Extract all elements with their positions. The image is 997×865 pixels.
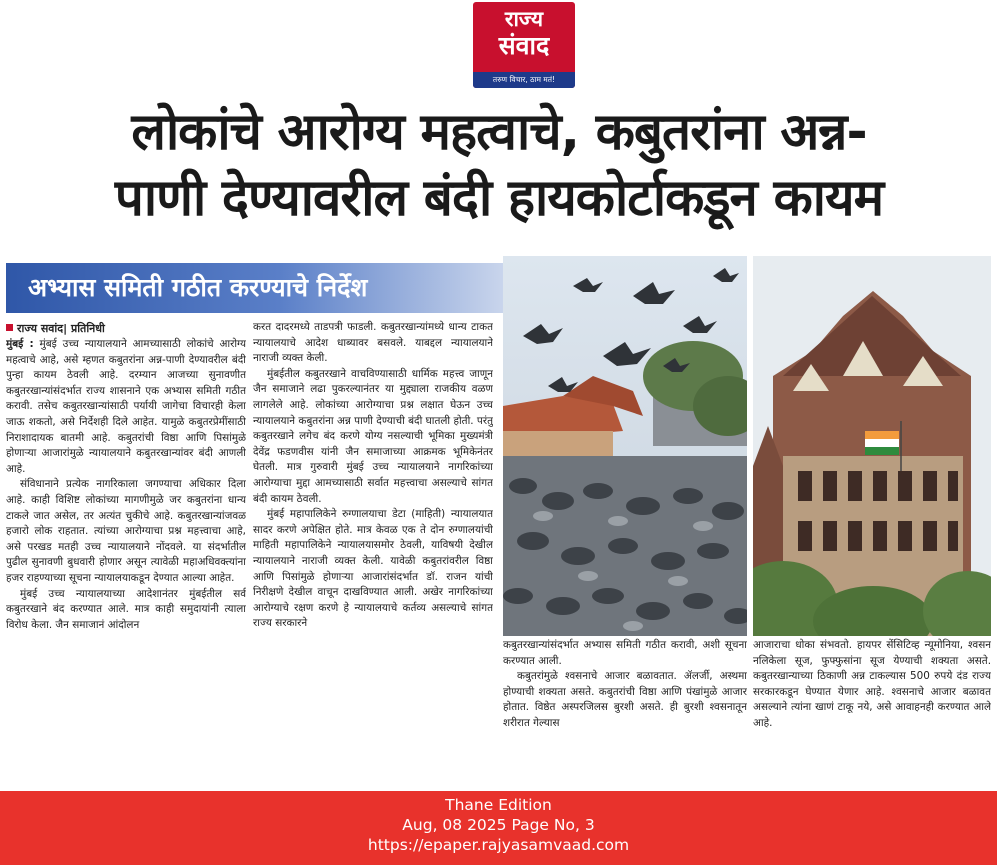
headline-line-1: लोकांचे आरोग्य महत्वाचे, कबुतरांना अन्न- <box>131 103 867 162</box>
edition-footer <box>0 791 997 865</box>
logo-tagline: तरुण विचार, ठाम मतं! <box>473 72 575 88</box>
paragraph <box>6 337 246 477</box>
edition-date-page: Aug, 08 2025 Page No, 3 <box>402 816 595 834</box>
headline <box>4 100 994 232</box>
paragraph: कबुतरखान्यांसंदर्भात अभ्यास समिती गठीत करावी, अशी सूचना करण्यात आली. <box>503 639 747 667</box>
logo-top-text: राज्य <box>504 7 544 31</box>
byline-text: राज्य सवांद| प्रतिनिधी <box>17 322 105 335</box>
paragraph: मुंबईतील कबुतरखाने वाचविण्यासाठी धार्मिक महत्त्व जाणून जैन समाजाने लढा पुकरल्यानंतर या मुद्द्याला राजकीय वळण लागलेले आहे. लोकांच्या आरोग्याचा प्रश्न लक्षात घेऊन उच्च न्यायालयाने कबुतरांना अन्न पाणी देण्याची बंदी घातली होती. परंतु कबुतरखाने लगेच बंद करणे योग्य नसल्याची भूमिका मुख्यमंत्री देवेंद्र फडणवीस यांनी जैन समाजाच्या आक्रमक भूमिकेनंतर घेतली. मात्र गुरुवारी मुंबई उच्च न्यायालयाने नागरिकांच्या आरोग्याचा मुद्दा आमच्यासाठी सर्वात महत्त्वाचा असल्याचे सांगत बंदी कायम ठेवली. <box>253 367 493 505</box>
headline-line-2: पाणी देण्यावरील बंदी हायकोर्टाकडून कायम <box>114 169 884 228</box>
paragraph-text: मुंबई उच्च न्यायालयाने आमच्यासाठी लोकांचे आरोग्य महत्वाचे आहे, असे म्हणत कबुतरांना अन्न-पाणी देण्यावरील बंदी पुन्हा कायम ठेवली आहे. दरम्यान आजच्या सुनावणीत कबुतरखान्यांसंदर्भात राज्य शासनाने एक अभ्यास समिती गठीत करावी. तसेच कबुतरखान्यांसाठी पर्यायी जागेचा विचारही केला जाऊ शकतो, असे निर्देशही दिले आहेत. यामुळे कबुतरप्रेमींसाठी निराशादायक बातमी आहे. कबुतरांची विष्ठा आणि पिसांमुळे होणाऱ्या आजारांमुळे न्यायालयाने कबुतरखान्यांवर बंदी आणली आहे. <box>6 338 246 475</box>
paragraph: आजाराचा धोका संभवतो. हायपर सेंसिटिव्ह न्यूमोनिया, श्वसन नलिकेला सूज, फुफ्फुसांना सूज येण्याची शक्यता असते. कबुतरखान्याच्या ठिकाणी अन्न टाकल्यास 500 रुपये दंड राज्य सरकारकडून घेण्यात येणार आहे. श्वसनाचे आजार बळावत असल्याने त्यांना खाणं टाकू नये, असे आवाहनही करण्यात आले आहे. <box>753 639 991 729</box>
article-column-2 <box>253 320 493 786</box>
article-column-4 <box>753 638 991 786</box>
high-court-photo <box>753 256 991 636</box>
subheadline-banner: अभ्यास समिती गठीत करण्याचे निर्देश <box>6 263 503 313</box>
article-column-3 <box>503 638 747 786</box>
article-column-1 <box>6 320 246 786</box>
logo-bottom-text: संवाद <box>498 31 550 60</box>
paragraph: संविधानाने प्रत्येक नागरिकाला जगण्याचा अधिकार दिला आहे. काही विशिष्ट लोकांच्या मागणीमुळे जर कबुतरांना धान्य टाकले जात असेल, तर अत्यंत चुकीचे आहे. कबुतरखान्यांजवळ हजारो लोक राहतात. त्यांच्या आरोग्याचा प्रश्न महत्त्वाचा आहे, असे परखड मतही उच्च न्यायालयाने नोंदवले. या संदर्भातील पुढील सुनावणी बुधवारी होणार असून त्यावेळी महाअधिवक्त्यांना हजर राहण्याच्या सूचना न्यायालयाकडून देण्यात आल्या आहेत. <box>6 478 246 584</box>
paragraph: करत दादरमध्ये ताडपत्री फाडली. कबुतरखान्यांमध्ये धान्य टाकत न्यायालयाचे आदेश धाब्यावर बसवले. याबद्दल न्यायालयाने नाराजी व्यक्त केली. <box>253 321 493 365</box>
byline <box>6 320 246 337</box>
masthead-logo <box>473 2 575 88</box>
paragraph: मुंबई महापालिकेने रुग्णालयाचा डेटा (माहिती) न्यायालयात सादर करणे अपेक्षित होते. मात्र केवळ एक ते दोन रुग्णालयांची माहिती महापालिकेने न्यायालयासमोर ठेवली, याविषयी देखील न्यायालयाने नाराजी व्यक्त केली. यावेळी कबुतरांवरील विष्ठा आणि पिसांमुळे होणाऱ्या आजारांसंदर्भात डॉ. राजन यांची निरीक्षणे देखील वाचून दाखविण्यात आली. अखेर नागरिकांच्या आरोग्याचे रक्षण करणे हे न्यायालयाचे कर्तव्य असल्याचे सांगत राज्य सरकारने <box>253 508 493 630</box>
edition-name: Thane Edition <box>445 796 552 814</box>
epaper-url[interactable]: https://epaper.rajyasamvaad.com <box>367 836 630 854</box>
byline-marker-icon <box>6 324 13 331</box>
paragraph: कबुतरांमुळे श्वसनाचे आजार बळावतात. ॲलर्जी, अस्थमा होण्याची शक्यता असते. कबुतरांची विष्ठा आणि पंखांमुळे आजार होतात. विष्ठेत अस्परजिलस बुरशी असते. ही बुरशी श्वसनातून शरीरात गेल्यास <box>503 670 747 729</box>
dateline: मुंबई : <box>6 338 34 350</box>
pigeons-photo <box>503 256 747 636</box>
paragraph: मुंबई उच्च न्यायालयाच्या आदेशानंतर मुंबईतील सर्व कबुतरखाने बंद करण्यात आले. मात्र काही समुदायांनी त्याला विरोध केला. जैन समाजानं आंदोलन <box>6 587 246 631</box>
